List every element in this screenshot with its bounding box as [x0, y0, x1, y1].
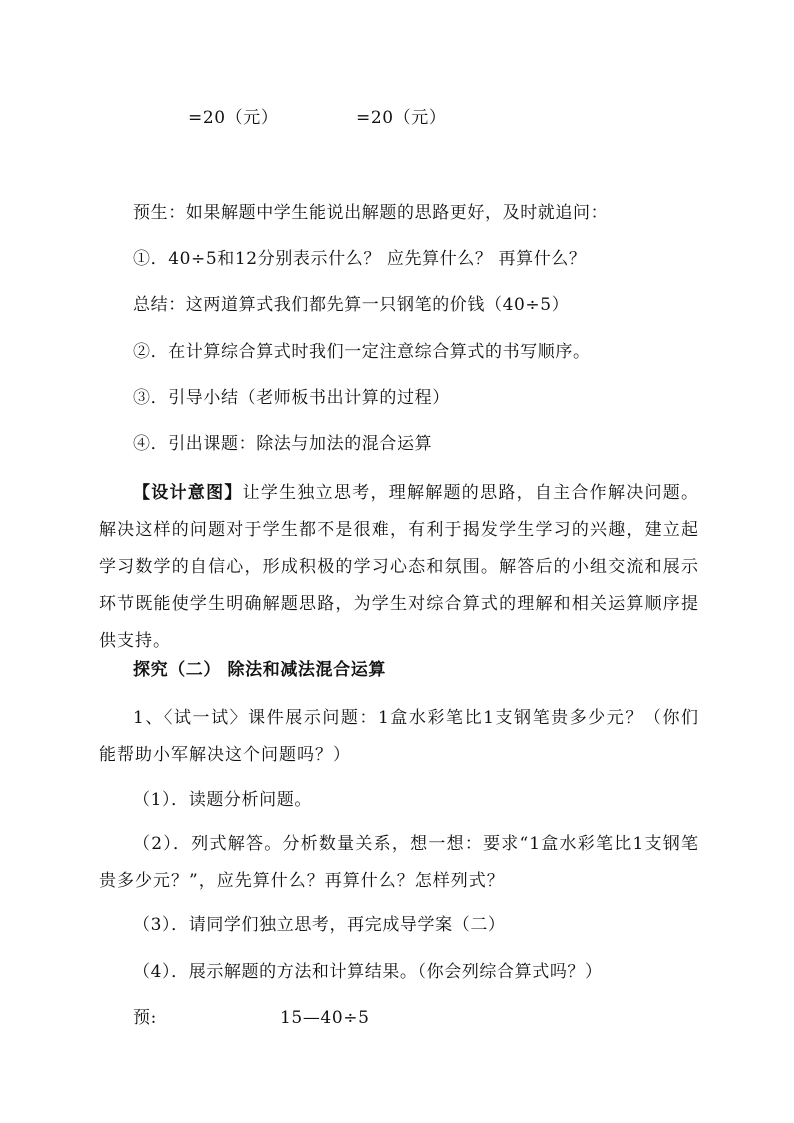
- step-2: （2）．列式解答。分析数量关系，想一想：要求“1盒水彩笔比1支钢笔贵多少元？”，应先算什么？再算什么？怎样列式？: [99, 834, 699, 891]
- question-1: ①．40÷5和12分别表示什么？ 应先算什么？ 再算什么？: [133, 249, 587, 269]
- step-4: （4）．展示解题的方法和计算结果。（你会列综合算式吗？）: [133, 962, 603, 982]
- design-intent-paragraph: [99, 475, 699, 660]
- pre-label: 预:: [133, 1008, 157, 1028]
- summary-line: 总结：这两道算式我们都先算一只钢笔的价钱（40÷5）: [133, 295, 570, 315]
- pre-formula: 15—40÷5: [280, 1008, 370, 1028]
- question-4: ④．引出课题：除法与加法的混合运算: [133, 434, 433, 454]
- design-intent-label: 【设计意图】: [133, 483, 243, 503]
- question-3: ③．引导小结（老师板书出计算的过程）: [133, 388, 450, 408]
- question-2: ②．在计算综合算式时我们一定注意综合算式的书写顺序。: [133, 342, 591, 362]
- design-intent-text: 让学生独立思考，理解解题的思路，自主合作解决问题。解决这样的问题对于学生都不是很难，有利于揭发学生学习的兴趣，建立起学习数学的自信心，形成积极的学习心态和氛围。解答后的小组交流和展示环节既能使学生明确解题思路，为学生对综合算式的理解和相关运算顺序提供支持。: [99, 483, 700, 651]
- student-preview-line: 预生：如果解题中学生能说出解题的思路更好，及时就追问：: [133, 203, 609, 223]
- section-title: 探究（二） 除法和减法混合运算: [133, 660, 386, 680]
- step-1: （1）．读题分析问题。: [133, 790, 312, 810]
- result-left: =20（元）: [188, 108, 279, 128]
- try-item: 1、〈试一试〉课件展示问题：1盒水彩笔比1支钢笔贵多少元？（你们能帮助小军解决这个问题吗？）: [99, 708, 699, 765]
- step-3: （3）．请同学们独立思考，再完成导学案（二）: [133, 915, 506, 935]
- result-right: =20（元）: [356, 108, 447, 128]
